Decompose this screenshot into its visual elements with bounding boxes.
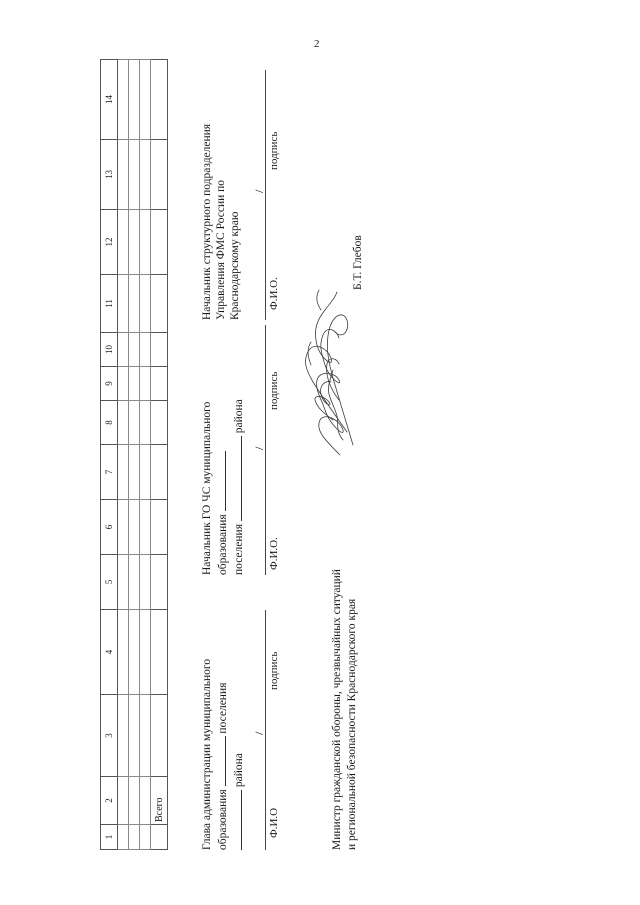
block1-line3-text: района [233, 753, 245, 788]
signature-block-civil-defense [200, 315, 246, 575]
table-cell [140, 275, 151, 333]
table-cell [129, 445, 140, 500]
table-cell [140, 695, 151, 777]
table-cell [129, 610, 140, 695]
header-cell: 7 [101, 445, 118, 500]
table-cell [118, 555, 129, 610]
table-cell [140, 60, 151, 140]
table-row [129, 60, 140, 850]
table-cell [151, 401, 168, 445]
header-cell: 14 [101, 60, 118, 140]
total-label: Всего [151, 777, 168, 825]
table-cell [151, 825, 168, 850]
table-cell [118, 445, 129, 500]
header-cell: 8 [101, 401, 118, 445]
table-cell [129, 333, 140, 367]
signature-block-head-administration [200, 610, 246, 850]
table-cell [140, 140, 151, 210]
table-cell [140, 555, 151, 610]
table-cell [118, 500, 129, 555]
table-cell [140, 610, 151, 695]
table-cell [151, 333, 168, 367]
header-cell: 11 [101, 275, 118, 333]
table-cell [151, 60, 168, 140]
block1-line2-a: образования [217, 789, 229, 850]
block1-line3 [230, 610, 246, 850]
header-cell: 4 [101, 610, 118, 695]
block2-sign-caption: подпись [268, 371, 280, 410]
minister-title [330, 569, 360, 850]
table-cell [140, 825, 151, 850]
table-cell [129, 60, 140, 140]
block1-fio: Ф.И.О [268, 807, 280, 838]
table-cell [129, 777, 140, 825]
table-row [118, 60, 129, 850]
table-cell [129, 367, 140, 401]
fill-line [230, 790, 242, 850]
block2-signature-line [265, 325, 266, 575]
header-cell: 13 [101, 140, 118, 210]
rotated-page-content [80, 60, 380, 850]
fill-line [214, 451, 226, 511]
table-cell [118, 210, 129, 275]
table-row [140, 60, 151, 850]
header-cell: 3 [101, 695, 118, 777]
block2-line2-text: образования [217, 514, 229, 575]
table-cell [151, 445, 168, 500]
table-cell [118, 275, 129, 333]
table-cell [140, 210, 151, 275]
table-cell [129, 275, 140, 333]
header-cell: 1 [101, 825, 118, 850]
table-cell [118, 610, 129, 695]
table-cell [118, 60, 129, 140]
block2-line3-b: района [233, 399, 245, 434]
table-header-row [101, 60, 118, 850]
block2-slash: / [252, 446, 266, 450]
table-cell [118, 140, 129, 210]
table-cell [151, 140, 168, 210]
page-number: 2 [314, 38, 320, 50]
table-cell [151, 275, 168, 333]
block1-sign-caption: подпись [268, 651, 280, 690]
block2-fio: Ф.И.О. [268, 537, 280, 570]
block1-line2 [214, 610, 230, 850]
table-cell [140, 401, 151, 445]
block3-slash: / [252, 189, 266, 193]
block3-line3: Краснодарскому краю [229, 211, 241, 320]
minister-line1: Министр гражданской обороны, чрезвычайных ситуаций [331, 569, 343, 850]
fill-line [214, 736, 226, 786]
block2-line3-a: поселения [233, 524, 245, 575]
fill-line [230, 436, 242, 521]
header-cell: 5 [101, 555, 118, 610]
table-cell [118, 333, 129, 367]
table-total-row [151, 60, 168, 850]
block3-line1: Начальник структурного подразделения [201, 123, 213, 320]
table-cell [140, 445, 151, 500]
block2-line3 [230, 315, 246, 575]
minister-line2: и региональной безопасности Краснодарского края [346, 598, 358, 850]
block1-signature-line [265, 610, 266, 850]
block3-line2: Управления ФМС России по [215, 179, 227, 320]
block1-slash: / [252, 731, 266, 735]
block3-fio: Ф.И.О. [268, 277, 280, 310]
table-cell [118, 825, 129, 850]
table-cell [151, 555, 168, 610]
table-cell [129, 140, 140, 210]
table-cell [129, 695, 140, 777]
block1-line1: Глава администрации муниципального [201, 658, 213, 850]
table-cell [151, 367, 168, 401]
table-cell [118, 401, 129, 445]
header-cell: 6 [101, 500, 118, 555]
header-cell: 9 [101, 367, 118, 401]
table-cell [140, 333, 151, 367]
block2-line2 [214, 315, 230, 575]
block1-line2-b: поселения [217, 682, 229, 734]
table-cell [140, 367, 151, 401]
table-cell [118, 777, 129, 825]
table-cell [129, 210, 140, 275]
table-cell [151, 610, 168, 695]
table-cell [129, 825, 140, 850]
table-cell [129, 500, 140, 555]
table-cell [129, 401, 140, 445]
report-table [100, 59, 168, 850]
header-cell: 12 [101, 210, 118, 275]
minister-name: Б.Т. Глебов [352, 235, 364, 290]
header-cell: 2 [101, 777, 118, 825]
block3-sign-caption: подпись [268, 131, 280, 170]
table-cell [151, 500, 168, 555]
table-cell [140, 500, 151, 555]
table-cell [151, 210, 168, 275]
block2-line1: Начальник ГО ЧС муниципального [201, 401, 213, 575]
table-cell [118, 367, 129, 401]
handwritten-signature-icon [295, 285, 365, 460]
table-cell [129, 555, 140, 610]
signature-block-fms [200, 60, 242, 320]
table-cell [140, 777, 151, 825]
table-cell [118, 695, 129, 777]
header-cell: 10 [101, 333, 118, 367]
block3-signature-line [265, 70, 266, 320]
table-cell [151, 695, 168, 777]
